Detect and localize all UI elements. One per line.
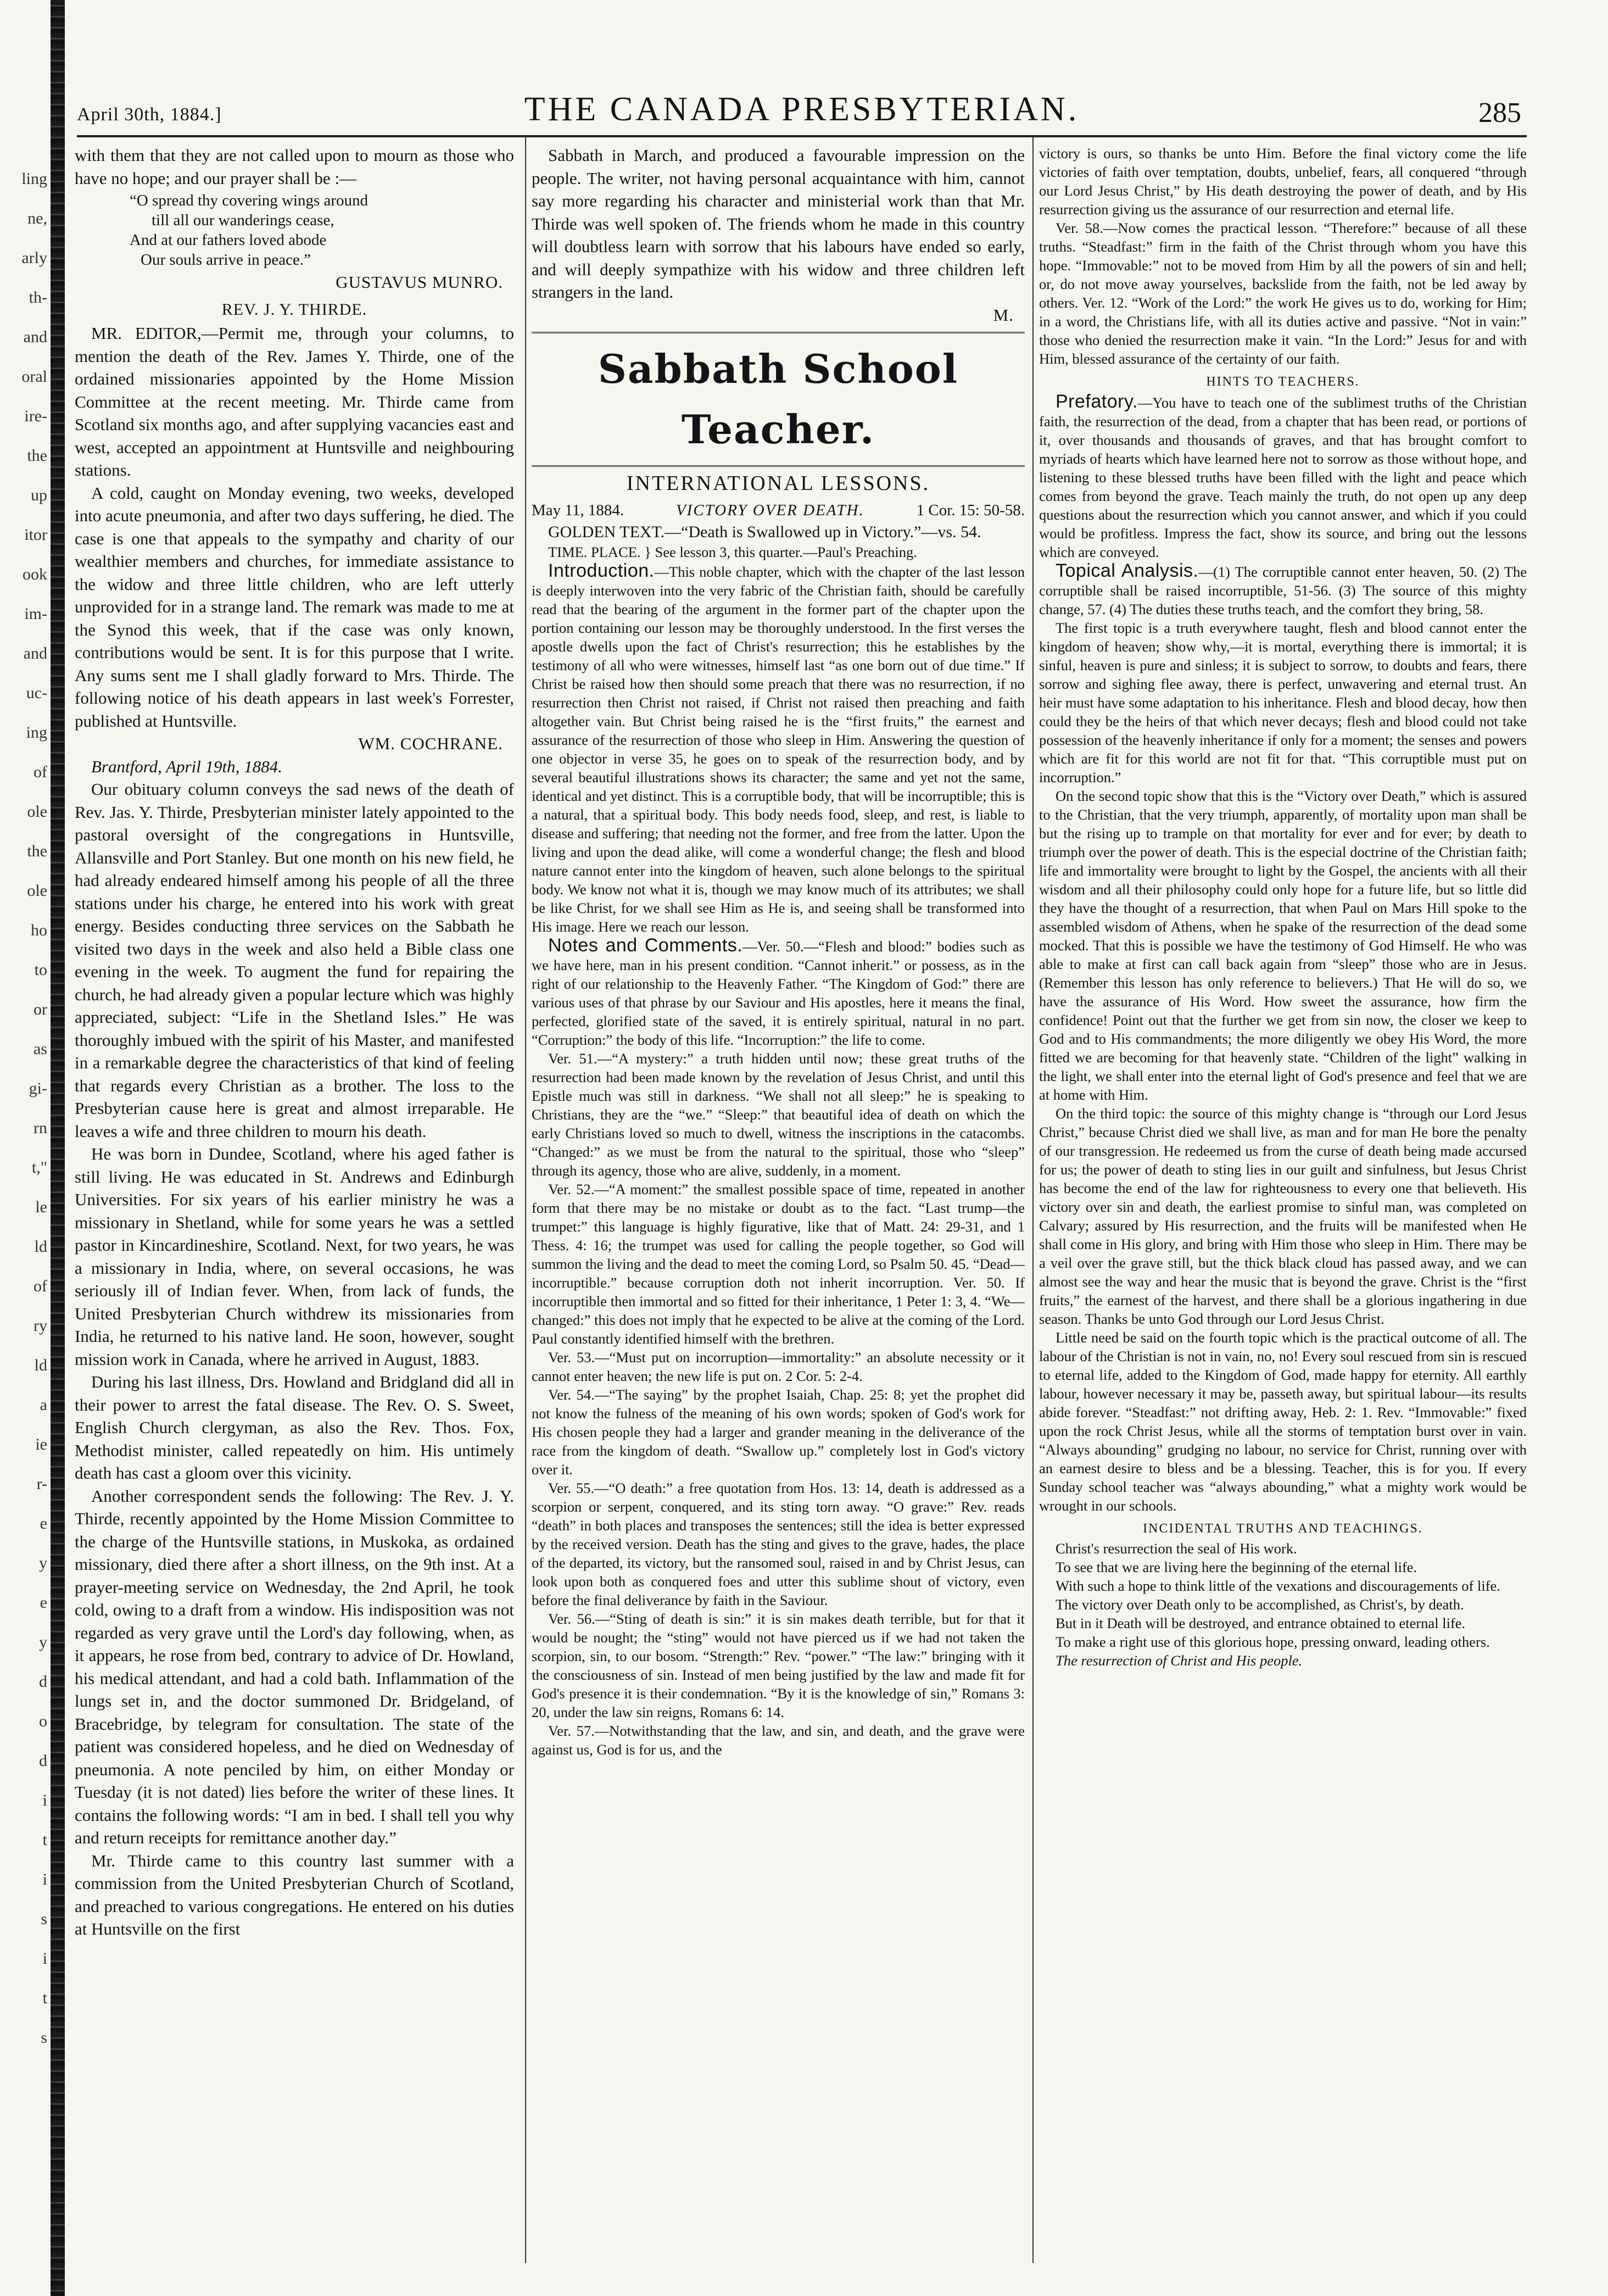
paragraph: with them that they are not called upon to mourn as those who have no hope; and our prayer shall be :— [75, 146, 514, 188]
paragraph [532, 936, 1025, 1049]
gutter-fragment: ne, [27, 209, 47, 227]
gutter-fragment: ook [23, 565, 47, 583]
gutter-fragment: d [39, 1752, 47, 1770]
paragraph: Ver. 57.—Notwithstanding that the law, and sin, and death, and the grave were against us, God is for us, and the [532, 1722, 1025, 1758]
paragraph: Ver. 56.—“Sting of death is sin:” it is sin makes death terrible, but for that it would be nought; the “sting” would not have pierced us if we had not taken the scorpion, sin, to our bosom. “Strength:” Rev. “power.” “The law:” bringing with it the consciousness of sin. Instead of men being justified by the law and made fit for God's presence it is their condemnation. “By it is the knowledge of sin,” Romans 3: 20, under the law sin reigns, Romans 6: 14. [532, 1610, 1025, 1720]
gutter-fragment: e [40, 1593, 47, 1612]
gutter-fragment: oral [21, 367, 47, 386]
paragraph: On the second topic show that this is the “Victory over Death,” which is assured to the Christian, that the very triumph, apparently, of mortality upon man shall be but the rising up to trample on that mortality for ever and for ever; by death to triumph over the power of death. This is the especial doctrine of the Christian faith; life and immortality were brought to light by the Gospel, the ancients with all their wisdom and all their philosophy could only hope for a future life, but so little did they have the thought of a resurrection, that when Paul on Mars Hill spoke to the assembled wisdom of Athens, when he spake of the resurrection of the dead some mocked. That this is possible we have the testimony of God Himself. He who was able to make at first can call back again from “sleep” those who are in Jesus. (Remember this lesson has only reference to believers.) That He will do so, we have the assurance of His Word. How sweet the assurance, how firm the confidence! Point out that the further we get from sin now, the closer we keep to God and to His commandments; the more diligently we obey His Word, the more fitted we are becoming for that heavenly state. “Children of the light” walking in the light, we shall enter into the eternal light of God's presence and feel that we are at home with Him. [1039, 788, 1527, 1103]
intro-label: Introduction. [548, 560, 655, 581]
teaching-item: But in it Death will be destroyed, and entrance obtained to eternal life. [1056, 1615, 1466, 1631]
gutter-fragment: the [27, 842, 47, 860]
paragraph [1039, 561, 1527, 618]
paragraph: victory is ours, so thanks be unto Him. Before the final victory come the life victories of faith over temptation, doubts, unbelief, fears, all conquered “through our Lord Jesus Christ,” by His death destroying the power of death, and by His resurrection giving us the assurance of our resurrection and eternal life. [1039, 145, 1527, 218]
golden-text: GOLDEN TEXT.—“Death is Swallowed up in Victory.”—vs. 54. [548, 522, 981, 541]
gutter-fragment: of [34, 1277, 47, 1295]
issue-date: April 30th, 1884.] [77, 104, 222, 125]
gutter-fragment: i [42, 1949, 47, 1968]
lessons-heading: INTERNATIONAL LESSONS. [626, 472, 930, 495]
gutter-fragment: the [27, 447, 47, 465]
teaching-item: Christ's resurrection the seal of His work. [1056, 1540, 1297, 1557]
gutter-fragment: as [34, 1040, 47, 1058]
gutter-fragment: ie [35, 1435, 47, 1453]
gutter-fragment: ry [34, 1317, 47, 1335]
gutter-fragment: y [39, 1554, 47, 1572]
teaching-item: The victory over Death only to be accomplished, as Christ's, by death. [1056, 1596, 1464, 1613]
signature-munro: GUSTAVUS MUNRO. [336, 272, 503, 292]
paragraph: MR. EDITOR,—Permit me, through your columns, to mention the death of the Rev. James Y. Thirde, one of the ordained missionaries appointed by the Home Mission Committee at the recent meeting. Mr. Thirde came from Scotland six months ago, and after supplying vacancies east and west, accepted an appointment at Huntsville and neighbouring stations. [75, 324, 514, 480]
paragraph: Ver. 51.—“A mystery:” a truth hidden until now; these great truths of the resurrection had been made known by the revelation of Jesus Christ, and until this Epistle much was still in darkness. “We shall not all sleep:” he is speaking to Christians, they are the “we.” “Sleep:” that beautiful idea of death on which the early Christians loved so much to dwell, witness the inscriptions in the catacombs. “Changed:” as we must be from the natural to the spiritual, those who “sleep” through its agency, those who are alive, suddenly, in a moment. [532, 1050, 1025, 1179]
verse-line: And at our fathers loved abode [130, 231, 327, 249]
paragraph: During his last illness, Drs. Howland and Bridgland did all in their power to arrest the fatal disease. The Rev. O. S. Sweet, English Church clergyman, as also the Rev. Thos. Fox, Methodist minister, called repeatedly on him. His untimely death has cast a gloom over this vicinity. [75, 1372, 514, 1483]
time-place: TIME. PLACE. } See lesson 3, this quarter.—Paul's Preaching. [548, 543, 917, 560]
lesson-title-line [532, 501, 1025, 520]
gutter-fragment: uc- [26, 684, 47, 702]
column-divider-1 [525, 137, 526, 2263]
newspaper-title: THE CANADA PRESBYTERIAN. [524, 91, 1080, 128]
gutter-fragment: of [34, 763, 47, 781]
paragraph: Ver. 55.—“O death:” a free quotation from Hos. 13: 14, death is addressed as a scorpion or serpent, conquered, and its sting torn away. “O grave:” Rev. reads “death” in both places and transposes the sentences; still the idea is better expressed by the received version. Death has the sting and gives to the grave, hades, the place of the departed, its victory, but the ransomed soul, raised in and by Christ Jesus, can look upon both as conquered foes and utter this sublime shout of victory, even before the final deliverance by faith in the Saviour. [532, 1479, 1025, 1608]
notes-text: —Ver. 50.—“Flesh and blood:” bodies such as we have here, man in his present condition. “Cannot inherit.” or possess, as in the right of our relationship to the Heavenly Father. “The Kingdom of God:” there are various uses of that phrase by our Saviour and His apostles, here it means the final, perfected, glorified state of the saved, it is entirely spiritual, natural in no part. “Corruption:” the body of this life. “Incorruption:” the life to come. [532, 938, 1025, 1048]
incidental-heading: INCIDENTAL TRUTHS AND TEACHINGS. [1143, 1522, 1423, 1536]
signature-m: M. [993, 305, 1014, 325]
paragraph: Ver. 54.—“The saying” by the prophet Isaiah, Chap. 25: 8; yet the prophet did not know the fulness of the meaning of his own words; spoken of God's work for His chosen people they had a larger and grander meaning in the deliverance of the race from the kingdom of death. “Swallow up.” completely lost in God's victory over it. [532, 1386, 1025, 1478]
verse-line: “O spread thy covering wings around [130, 192, 369, 209]
paragraph: Ver. 58.—Now comes the practical lesson. “Therefore:” because of all these truths. “Steadfast:” firm in the faith of the Christ through whom you have this hope. “Immovable:” not to be moved from Him by all the powers of sin and hell; or, do not move away yourselves, backslide from the faith, not be led away by others. Ver. 12. “Work of the Lord:” the work He gives us to do, working for Him; in a word, the Christians life, with all its duties active and passive. “Not in vain:” those who denied the resurrection make it vain. “In the Lord:” Jesus for and with Him, blessed assurance of the certainty of our faith. [1039, 220, 1527, 367]
topical-label: Topical Analysis. [1056, 560, 1199, 581]
gutter-fragment: ld [34, 1356, 47, 1374]
gutter-fragment: s [41, 2028, 47, 2047]
gutter-fragment: a [40, 1396, 47, 1414]
gutter-fragment: ld [34, 1238, 47, 1256]
column-1 [75, 144, 514, 2264]
gutter-fragment: th- [29, 288, 47, 306]
column-2 [532, 144, 1025, 2264]
gutter-fragment: im- [24, 605, 47, 623]
page-header [77, 82, 1527, 133]
paragraph: Our obituary column conveys the sad news of the death of Rev. Jas. Y. Thirde, Presbyterian minister lately appointed to the pastoral oversight of the congregations in Huntsville, Allansville and Port Stanley. But one month on his new field, he had already endeared himself among his people of all the three stations under his charge, he entered into his work with great energy. Besides conducting three services on the Sabbath he visited two days in the week and also held a Bible class one evening in the week. To augment the fund for repairing the church, he had already given a popular lecture which was highly appreciated, subject: “Life in the Shetland Isles.” He was thoroughly imbued with the spirit of his Master, and manifested in a remarkable degree the characteristics of that kind of feeling that regards every Christian as a brother. The loss to the Presbyterian cause here is great and almost irreparable. He leaves a wife and three children to mourn his death. [75, 779, 514, 1141]
poem-verse [130, 191, 514, 270]
gutter-fragment: r- [36, 1475, 47, 1493]
gutter-fragment: ole [27, 882, 47, 900]
column-3 [1039, 144, 1527, 2264]
gutter-fragment: itor [24, 526, 47, 544]
paragraph: Ver. 52.—“A moment:” the smallest possible space of time, repeated in another form that there may be no mistake or doubt as to the fact. “Last trump—the trumpet:” this language is highly figurative, like that of Matt. 24: 29-31, and 1 Thess. 4: 16; the trumpet was used for calling the people together, so God will summon the living and the dead to meet the coming Lord, so Psalm 50. 45. “Dead—incorruptible.” because corruption doth not inherit incorruption. Ver. 50. If incorruptible then immortal and so fitted for their inheritance, 1 Peter 1: 3, 4. “We—changed:” this does not imply that he expected to be alive at the coming of the Lord. Paul constantly identified himself with the brethren. [532, 1180, 1025, 1347]
gutter-fragment: d [39, 1673, 47, 1691]
paragraph: Mr. Thirde came to this country last summer with a commission from the United Presbyterian Church of Scotland, and preached to various congregations. He entered on his duties at Huntsville on the first [75, 1851, 514, 1938]
left-page-gutter-fragments [0, 0, 55, 2296]
gutter-fragment: and [23, 328, 47, 346]
verse-line: till all our wanderings cease, [152, 211, 334, 229]
section-rule [532, 465, 1025, 467]
prefatory-label: Prefatory. [1056, 391, 1138, 412]
gutter-fragment: ho [31, 921, 47, 939]
gutter-fragment: up [31, 486, 47, 504]
gutter-fragment: t," [31, 1158, 47, 1177]
article-heading: REV. J. Y. THIRDE. [221, 300, 367, 319]
teaching-item: To see that we are living here the beginning of the eternal life. [1056, 1559, 1417, 1575]
signature-cochrane: WM. COCHRANE. [358, 734, 503, 753]
paragraph: Little need be said on the fourth topic which is the practical outcome of all. The labour of the Christian is not in vain, no, no! Every soul rescued from sin is rescued to eternal life, added to the Kingdom of God, made happy for eternity. All earthly labour, however necessary it may be, passeth away, but spiritual labour—its results abide forever. “Steadfast:” not drifting away, Heb. 2: 1. Rev. “Immovable:” fixed upon the rock Christ Jesus, while all the storms of temptation burst over in vain. “Always abounding” grudging no labour, no service for Christ, running over with an earnest desire to bless and be a blessing. Teacher, this is for you. If every Sunday school teacher was “always abounding,” what a mighty work would be wrought in our schools. [1039, 1329, 1527, 1514]
paragraph [532, 561, 1025, 936]
gutter-fragment: t [42, 1989, 47, 2007]
paragraph: Ver. 53.—“Must put on incorruption—immortality:” an absolute necessity or it cannot enter heaven; the new life is put on. 2 Cor. 5: 2-4. [532, 1348, 1025, 1384]
gutter-fragment: ire- [24, 407, 47, 425]
gutter-fragment: o [39, 1712, 47, 1730]
gutter-fragment: to [34, 961, 47, 979]
gutter-fragment: rn [34, 1119, 47, 1137]
paragraph: The first topic is a truth everywhere taught, flesh and blood cannot enter the kingdom of heaven; show why,—it is mortal, everything there is immortal; it is sinful, heaven is pure and sinless; it is subject to sorrow, to doubts and fears, there sorrow and sighing flee away, there is perfect, unwavering and eternal trust. An heir must have some adaptation to his inheritance. Flesh and blood decay, how then could they be the heirs of that which never decays; flesh and blood could not take possession of the heavenly inheritance if only for a moment; the senses and powers which are fit for this world are not fit for that. “This corruptible must put on incorruption.” [1039, 620, 1527, 785]
gutter-fragment: le [35, 1198, 47, 1216]
paragraph: Sabbath in March, and produced a favourable impression on the people. The writer, not having personal acquaintance with him, cannot say more regarding his character and ministerial work than that Mr. Thirde was well spoken of. The friends whom he made in this country will doubtless learn with sorrow that his labours have ended so early, and will deeply sympathize with his widow and three children left strangers in the land. [532, 146, 1025, 302]
gutter-fragment: or [34, 1000, 47, 1018]
section-title: Sabbath School Teacher. [598, 345, 959, 453]
dateline: Brantford, April 19th, 1884. [91, 756, 282, 776]
teaching-item: To make a right use of this glorious hope, pressing onward, leading others. [1056, 1634, 1490, 1650]
verse-line: Our souls arrive in peace.” [141, 251, 311, 269]
paragraph: On the third topic: the source of this mighty change is “through our Lord Jesus Christ,” because Christ died we shall live, as man and for man He bore the penalty of our transgression. He redeemed us from the curse of death being made accursed for us; the power of death to sting lies in our guilt and sinfulness, but Jesus Christ has become the end of the law for righteousness to every one that believeth. His victory over sin and death, the earliest promise to sinful man, was completed on Calvary; assured by His resurrection, and the fruits will be manifested when He shall come in His glory, and bring with Him those who sleep in Him. There may be a veil over the grave still, but the thick black cloud has passed away, and we can almost see the way and hear the music that is beyond the grave. Christ is the “first fruits,” the earnest of the harvest, and there shall be a glorious ingathering in due season. Thanks be unto God through our Lord Jesus Christ. [1039, 1105, 1527, 1327]
gutter-fragment: e [40, 1514, 47, 1532]
gutter-fragment: ling [21, 170, 47, 188]
prefatory-text: —You have to teach one of the sublimest truths of the Christian faith, the resurrection of the dead, from a chapter that has been read, or portions of it, over thousands and thousands of graves, and that has brought comfort to myriads of hearts which have learned here not to sorrow as those without hope, and listening to these blessed truths have been filled with the light and peace which comes from beyond the grave. Teach mainly the truth, do not open up any deep questions about the resurrection which you cannot answer, and which if you could would be profitless. Impress the fact, show its source, and bring out the lessons which are conveyed. [1039, 394, 1527, 560]
gutter-fragment: i [42, 1791, 47, 1809]
paragraph [1039, 392, 1527, 561]
paragraph: A cold, caught on Monday evening, two weeks, developed into acute pneumonia, and after two days suffering, he died. The case is one that appeals to the sympathy and charity of our wealthier members and churches, for immediate assistance to the widow and three little children, who are left utterly unprovided for in a strange land. The remark was made to me at the Synod this week, that if the case was only known, contributions would be sent. It is for this purpose that I write. Any sums sent me I shall gladly forward to Mrs. Thirde. The following notice of his death appears in last week's Forrester, published at Huntsville. [75, 483, 514, 731]
gutter-fragment: i [42, 1870, 47, 1888]
lesson-title: VICTORY OVER DEATH. [675, 501, 864, 519]
gutter-fragment: y [39, 1633, 47, 1651]
column-divider-2 [1032, 137, 1034, 2263]
gutter-fragment: and [23, 644, 47, 662]
paragraph: He was born in Dundee, Scotland, where his aged father is still living. He was educated in St. Andrews and Edinburgh Universities. For six years of his earlier ministry he was a missionary in Shetland, while for some years he was a settled pastor in Kincardineshire, Scotland. Next, for two years, he was a missionary in India, where, on several occasions, he was seriously ill of Indian fever. When, from lack of funds, the United Presbyterian Church withdrew its missionaries from India, he returned to his native land. He soon, however, sought mission work in Canada, where he arrived in August, 1883. [75, 1144, 514, 1369]
gutter-fragment: arly [21, 249, 47, 267]
intro-text: —This noble chapter, which with the chapter of the last lesson is deeply interwoven into the very fabric of the Christian faith, should be carefully read that the bearing of the argument in the former part of the chapter upon the portion containing our lesson may be thoroughly understood. In the first verses the apostle dwells upon the fact of Christ's resurrection; this he establishes by the testimony of all who were witnesses, himself last “as one born out of due time.” If Christ be raised how then should some preach that there was no resurrection, if no resurrection then Christ not raised, if Christ not raised then preaching and faith altogether vain. But Christ being raised he is the “first fruits,” the earnest and assurance of the resurrection of those who sleep in Him. Answering the question of one objector in verse 35, he goes on to speak of the resurrection body, and by several beautiful illustrations shows its character; the same and yet not the same, identical and yet distinct. This is a corruptible body, that will be incorruptible; this is a natural, that a spiritual body. This body needs food, sleep, and rest, is liable to disease and suffering; that needing not the former, and free from the latter. Upon the living and upon the dead alike, will come a wonderful change; the flesh and blood nature cannot enter into the kingdom of heaven, such alone belongs to the spiritual body. We know not what it is, though we may know much of its attributes; we shall be like Christ, for we shall see Him as He is, and seeing shall be transformed into His image. Here we reach our lesson. [532, 563, 1025, 935]
header-rule [77, 135, 1527, 137]
gutter-fragment: gi- [29, 1079, 47, 1097]
section-rule [532, 332, 1025, 333]
teaching-item: With such a hope to think little of the vexations and discouragements of life. [1056, 1578, 1500, 1594]
paragraph: Another correspondent sends the following: The Rev. J. Y. Thirde, recently appointed by the Home Mission Committee to the charge of the Huntsville stations, in Muskoka, as ordained missionary, died there after a short illness, on the 9th inst. At a prayer-meeting service on Wednesday, the 2nd April, he took cold, owing to a draft from a window. His indisposition was not regarded as very grave until the Lord's day following, when, as it appears, he rose from bed, contrary to advice of Dr. Howland, his medical attendant, and had a cold bath. Inflammation of the lungs set in, and the doctor summoned Dr. Bridgeland, of Bracebridge, by telegram for consultation. The state of the patient was considered hopeless, and he died on Wednesday of pneumonia. A note penciled by him, on either Monday or Tuesday (it is not dated) lies before the writer of these lines. It contains the following words: “I am in bed. I shall tell you why and return receipts for remittance another day.” [75, 1486, 514, 1847]
lesson-reference: 1 Cor. 15: 50-58. [916, 501, 1025, 519]
hints-heading: HINTS TO TEACHERS. [1206, 375, 1360, 389]
page-binding-edge [51, 0, 65, 2296]
notes-label: Notes and Comments. [548, 934, 743, 956]
gutter-fragment: s [41, 1910, 47, 1928]
gutter-fragment: ing [26, 723, 47, 742]
gutter-fragment: t [42, 1831, 47, 1849]
teaching-item: The resurrection of Christ and His people. [1056, 1652, 1303, 1669]
page-number: 285 [1478, 97, 1521, 129]
gutter-fragment: ole [27, 803, 47, 821]
topical-text: —(1) The corruptible cannot enter heaven, 50. (2) The corruptible shall be raised incorruptible, 51-56. (3) The source of this mighty change, 57. (4) The duties these truths teach, and the comfort they bring, 58. [1039, 564, 1527, 617]
lesson-date: May 11, 1884. [532, 501, 624, 519]
